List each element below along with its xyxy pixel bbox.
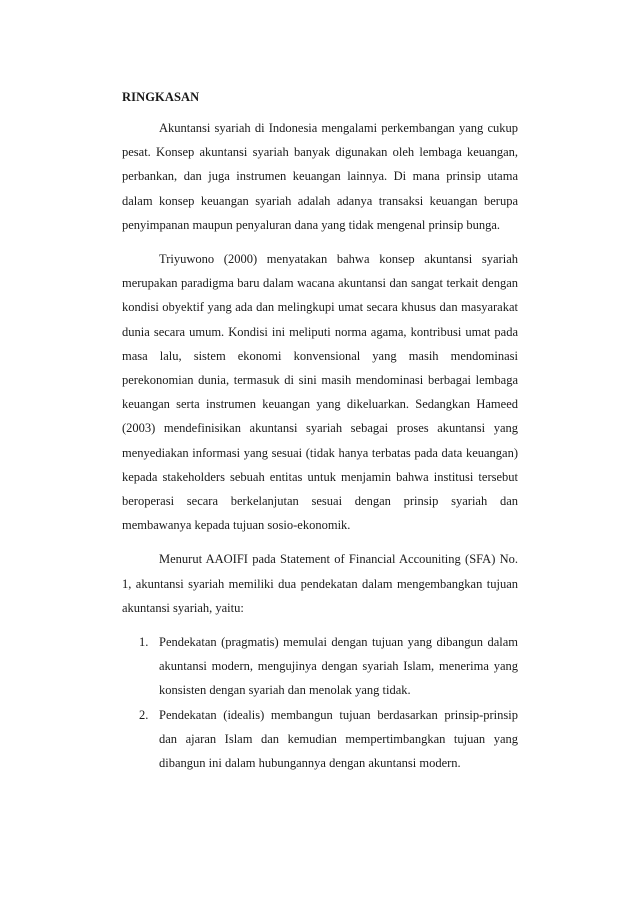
section-heading: RINGKASAN <box>122 90 200 104</box>
list-item <box>122 630 518 703</box>
approach-list <box>122 630 518 775</box>
list-item-text: Pendekatan (pragmatis) memulai dengan tujuan yang dibangun dalam akuntansi modern, mengujinya dengan syariah Islam, menerima yang konsisten dengan syariah dan menolak yang tidak. <box>159 635 518 698</box>
list-item-number: 1. <box>139 635 149 650</box>
paragraph-triyuwono: Triyuwono (2000) menyatakan bahwa konsep akuntansi syariah merupakan paradigma baru dalam wacana akuntansi dan sangat terkait dengan kondisi obyektif yang ada dan melingkupi umat secara khusus dan masyarakat dunia secara umum. Kondisi ini meliputi norma agama, kontribusi umat pada masa lalu, sistem ekonomi konvensional yang masih mendominasi perekonomian dunia, termasuk di sini masih mendominasi berbagai lembaga keuangan serta instrumen keuangan yang dikeluarkan. Sedangkan Hameed (2003) mendefinisikan akuntansi syariah sebagai proses akuntansi yang menyediakan informasi yang sesuai (tidak hanya terbatas pada data keuangan) kepada stakeholders sebuah entitas untuk menjamin bahwa institusi tersebut beroperasi secara berkelanjutan sesuai dengan prinsip syariah dan membawanya kepada tujuan sosio-ekonomik. <box>122 252 518 533</box>
list-item <box>122 703 518 776</box>
paragraph-aaoifi: Menurut AAOIFI pada Statement of Financial Accouniting (SFA) No. 1, akuntansi syariah memiliki dua pendekatan dalam mengembangkan tujuan akuntansi syariah, yaitu: <box>122 552 518 615</box>
list-item-number: 2. <box>139 707 149 722</box>
list-item-text: Pendekatan (idealis) membangun tujuan berdasarkan prinsip-prinsip dan ajaran Islam dan kemudian mempertimbangkan tujuan yang dibangun ini dalam hubungannya dengan akuntansi modern. <box>159 707 518 771</box>
paragraph-intro: Akuntansi syariah di Indonesia mengalami perkembangan yang cukup pesat. Konsep akuntansi syariah banyak digunakan oleh lembaga keuangan, perbankan, dan juga instrumen keuangan lainnya. Di mana prinsip utama dalam konsep keuangan syariah adalah adanya transaksi keuangan berupa penyimpanan maupun penyaluran dana yang tidak mengenal prinsip bunga. <box>122 121 518 232</box>
document-page <box>122 88 518 775</box>
